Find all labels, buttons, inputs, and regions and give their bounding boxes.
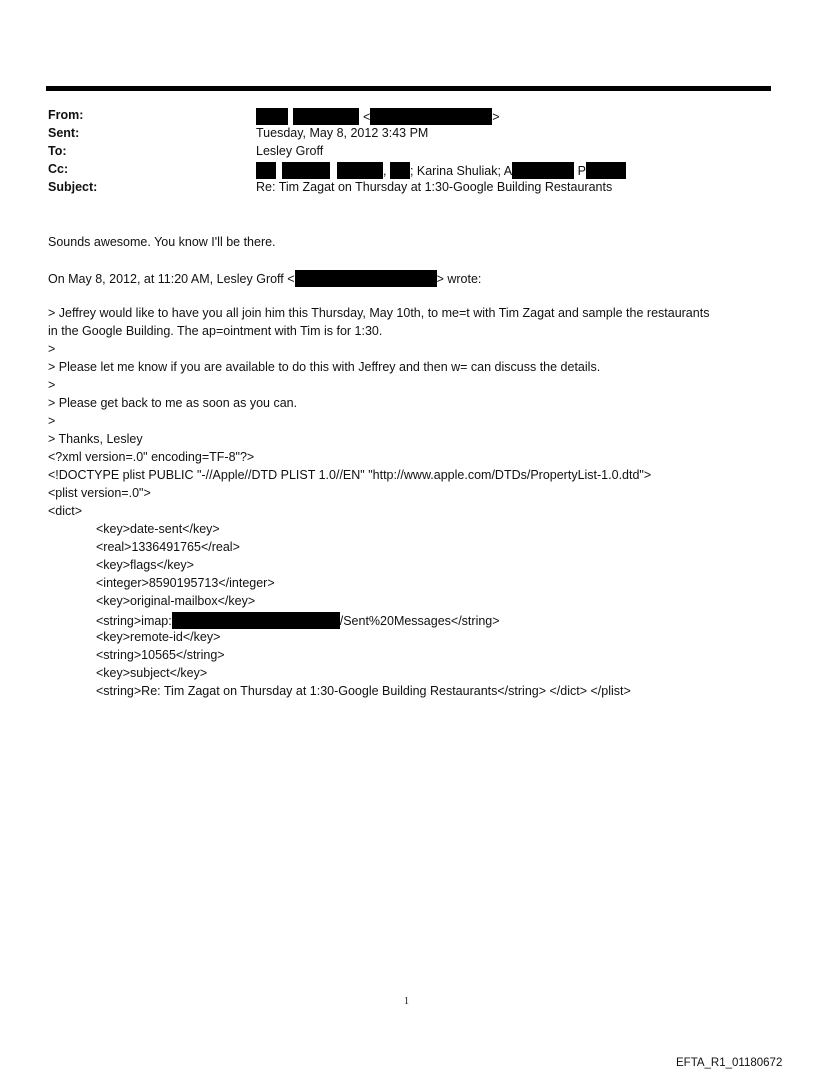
redaction: [172, 612, 340, 629]
redaction: [293, 108, 359, 125]
redaction: [337, 162, 383, 179]
body-text: /Sent%20Messages</string>: [339, 614, 500, 628]
body-line: > Thanks, Lesley: [48, 432, 143, 446]
document-id: EFTA_R1_01180672: [676, 1057, 783, 1069]
body-line: <string>Re: Tim Zagat on Thursday at 1:30-Google Building Restaurants</string> </dict> </plist>: [96, 684, 631, 698]
from-lt: <: [362, 110, 371, 124]
cc-karina: ; Karina Shuliak;: [409, 164, 501, 178]
body-line: <!DOCTYPE plist PUBLIC "-//Apple//DTD PLIST 1.0//EN" "http://www.apple.com/DTDs/PropertyList-1.0.dtd">: [48, 468, 652, 482]
redaction: [586, 162, 626, 179]
redaction: [390, 162, 410, 179]
cc-label: Cc:: [48, 162, 69, 176]
body-line: <real>1336491765</real>: [96, 540, 240, 554]
body-line: <key>subject</key>: [96, 666, 208, 680]
body-text: > wrote:: [436, 272, 482, 286]
body-line: <dict>: [48, 504, 83, 518]
body-line: > Please get back to me as soon as you can.: [48, 396, 298, 410]
body-text: <string>imap:: [96, 614, 172, 628]
body-line: Sounds awesome. You know I'll be there.: [48, 235, 276, 249]
body-line: >: [48, 414, 56, 428]
cc-value: [256, 162, 626, 179]
body-line: > Jeffrey would like to have you all join him this Thursday, May 10th, to me=t with Tim Zagat and sample the restaurants: [48, 306, 710, 320]
cc-comma: ,: [382, 164, 387, 178]
body-line: <integer>8590195713</integer>: [96, 576, 275, 590]
subject-label: Subject:: [48, 180, 98, 194]
subject-value: Re: Tim Zagat on Thursday at 1:30-Google Building Restaurants: [256, 180, 613, 194]
from-gt: >: [492, 110, 500, 124]
sent-value: Tuesday, May 8, 2012 3:43 PM: [256, 126, 429, 140]
from-value: [256, 108, 500, 125]
to-label: To:: [48, 144, 67, 158]
redaction: [370, 108, 492, 125]
redaction: [295, 270, 437, 287]
body-line: <key>remote-id</key>: [96, 630, 221, 644]
to-value: Lesley Groff: [256, 144, 324, 158]
body-line: <key>original-mailbox</key>: [96, 594, 256, 608]
body-line: [96, 612, 500, 629]
cc-p: P: [577, 164, 586, 178]
header-rule: [46, 86, 771, 91]
page-number: 1: [404, 996, 409, 1007]
body-line: >: [48, 378, 56, 392]
redaction: [256, 108, 288, 125]
from-label: From:: [48, 108, 84, 122]
body-line: >: [48, 342, 56, 356]
body-line: <key>date-sent</key>: [96, 522, 220, 536]
body-line: <string>10565</string>: [96, 648, 225, 662]
sent-label: Sent:: [48, 126, 80, 140]
body-line: <key>flags</key>: [96, 558, 194, 572]
redaction: [282, 162, 330, 179]
body-line: [48, 270, 481, 287]
body-line: <plist version=.0">: [48, 486, 151, 500]
redaction: [512, 162, 574, 179]
body-line: in the Google Building. The ap=ointment with Tim is for 1:30.: [48, 324, 383, 338]
redaction: [256, 162, 276, 179]
cc-a: A: [503, 164, 513, 178]
body-line: > Please let me know if you are available to do this with Jeffrey and then w= can discuss the details.: [48, 360, 601, 374]
body-line: <?xml version=.0" encoding=TF-8"?>: [48, 450, 255, 464]
body-text: On May 8, 2012, at 11:20 AM, Lesley Groff <: [48, 272, 295, 286]
